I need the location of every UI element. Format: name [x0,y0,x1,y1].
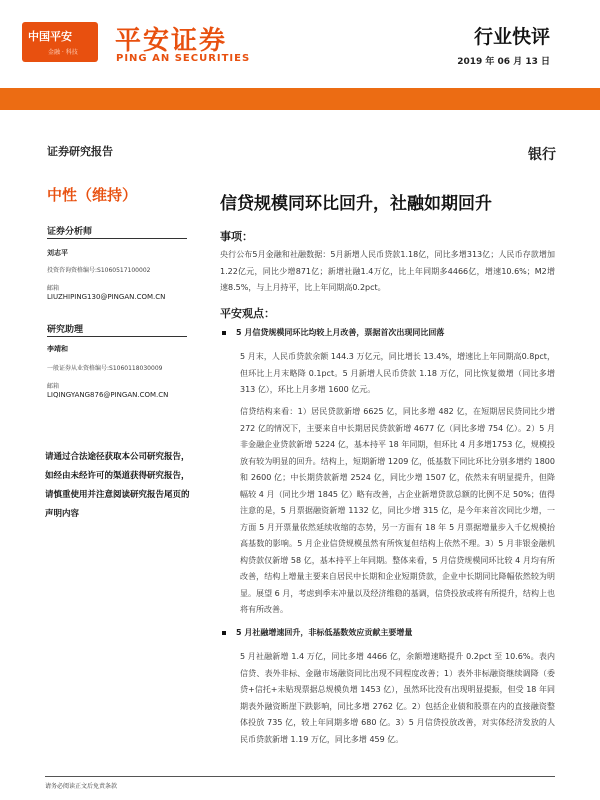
event-heading: 事项： [220,230,253,243]
analyst-cert: 投资咨询资格编号:S1060517100002 [47,267,151,274]
analyst-email[interactable]: LIUZHIPING130@PINGAN.COM.CN [47,293,166,301]
assistant-cert: 一般证券从业资格编号:S1060118030009 [47,365,163,372]
brand-name-cn: 平安证券 [115,26,228,56]
bullet-text: 5 月社融增速回升，非标低基数效应贡献主要增量 [236,628,413,637]
paragraph-2: 信贷结构来看：1）居民贷款新增 6625 亿，同比多增 482 亿，在短期居民贷同比少增 272 亿的情况下，主要来自中长期居民贷款新增 4677 亿（同比多增 754 亿）。2）5 月非金融企业贷款新增 5224 亿，基本持平 18 年同期，但环比 4 月多增1753 亿，规模投放有较为明显的回升。结构上，短期新增 1209 亿，低基数下同比环比分别多增约 1800 和 2600 亿；中长期贷款新增 2524 亿，同比少增 1507 亿，依然未有明显提升，但降幅较 4 月（同比少增 1845 亿）略有改善，占企业新增贷款总额的比例不足 50%；值得注意的是，5 月票据融资新增 1132 亿，同比少增 315 亿，是今年来首次同比少增，一方面 5 月开票量依然延续收缩的态势，另一方面有 18 年 5 月票据增量步入千亿规模抬高基数的影响。5 月企业信贷规模虽然有所恢复但结构上依然不理。3）5 月非银金融机构贷款仅新增 58 亿，基本持平上年同期。整体来看，5 月信贷规模同环比较 4 月均有所改善，结构上增量主要来自居民中长期和企业短期贷款，企业中长期同比降幅依然较为明显。展望 6 月，考虑到季末冲量以及经济维稳的基调，信贷投放或将有所提升，结构上也将有所改善。 [240,407,555,614]
report-title: 信贷规模同环比回升，社融如期回升 [220,194,492,214]
assistant-name: 李靖和 [47,345,68,353]
footer-note: 请务必阅读正文后免责条款 [45,783,118,790]
bullet-text: 5 月信贷规模同环比均较上月改善，票据首次出现同比回落 [236,328,445,337]
footer-divider [45,776,555,777]
rating: 中性（维持） [47,186,138,204]
pingan-group-logo [22,22,98,62]
paragraph-3: 5 月社融新增 1.4 万亿，同比多增 4466 亿，余额增速略提升 0.2pct 至 10.6%。表内信贷、表外非标、金融市场融资同比出现不同程度改善；1）表外非标融资继续调降（委贷+信托+未贴现票据总规模负增 1453 亿），虽然环比没有出现明显提振，但受 18 年同期表外融资断崖下跌影响，同比多增 2762 亿。2）包括企业债和股票在内的直接融资整体投放 735 亿，较上年同期多增 680 亿。3）5 月信贷投放改善，对实体经济发放的人民币贷款新增 1.19 万亿，同比多增 459 亿。 [240,652,555,744]
header-accent-bar [0,88,600,110]
assistant-email[interactable]: LIQINGYANG876@PINGAN.COM.CN [47,391,169,399]
section-label: 证券研究报告 [47,145,113,158]
analyst-email-label: 邮箱 [47,285,60,292]
brand-name-en: PING AN SECURITIES [116,53,251,64]
analyst-name: 刘志平 [47,249,68,257]
divider [47,238,187,239]
event-text: 央行公布5月金融和社融数据：5月新增人民币贷款1.18亿，同比多增313亿；人民币存款增加1.22亿元，同比少增871亿；新增社融1.4万亿，比上年同期多4466亿，增速10.6%；M2增速8.5%，与上月持平，比上年同期高0.2pct。 [220,250,555,292]
view-heading: 平安观点： [220,307,275,320]
bullet-square-icon [222,631,226,635]
bullet-heading-2 [222,627,412,638]
divider [47,336,187,337]
disclaimer: 请通过合法途径获取本公司研究报告，如经由未经许可的渠道获得研究报告，请慎重使用并注意阅读研究报告尾页的声明内容 [45,452,190,519]
assistant-heading: 研究助理 [47,325,84,335]
paragraph-1: 5 月末，人民币贷款余额 144.3 万亿元，同比增长 13.4%，增速比上年同期高0.8pct，但环比上月末略降 0.1pct。5 月新增人民币贷款 1.18 万亿，同比恢复微增（同比多增 313 亿），环比上月多增 1600 亿元。 [240,352,555,394]
bullet-square-icon [222,331,226,335]
bullet-heading-1 [222,327,444,338]
assistant-email-label: 邮箱 [47,383,60,390]
analyst-heading: 证券分析师 [47,227,93,237]
report-type: 行业快评 [473,26,550,48]
sector-label: 银行 [528,147,556,163]
logo-subtext: 金融 · 科技 [48,49,78,56]
report-date: 2019 年 06 月 13 日 [457,57,550,67]
logo-text: 中国平安 [28,30,72,43]
